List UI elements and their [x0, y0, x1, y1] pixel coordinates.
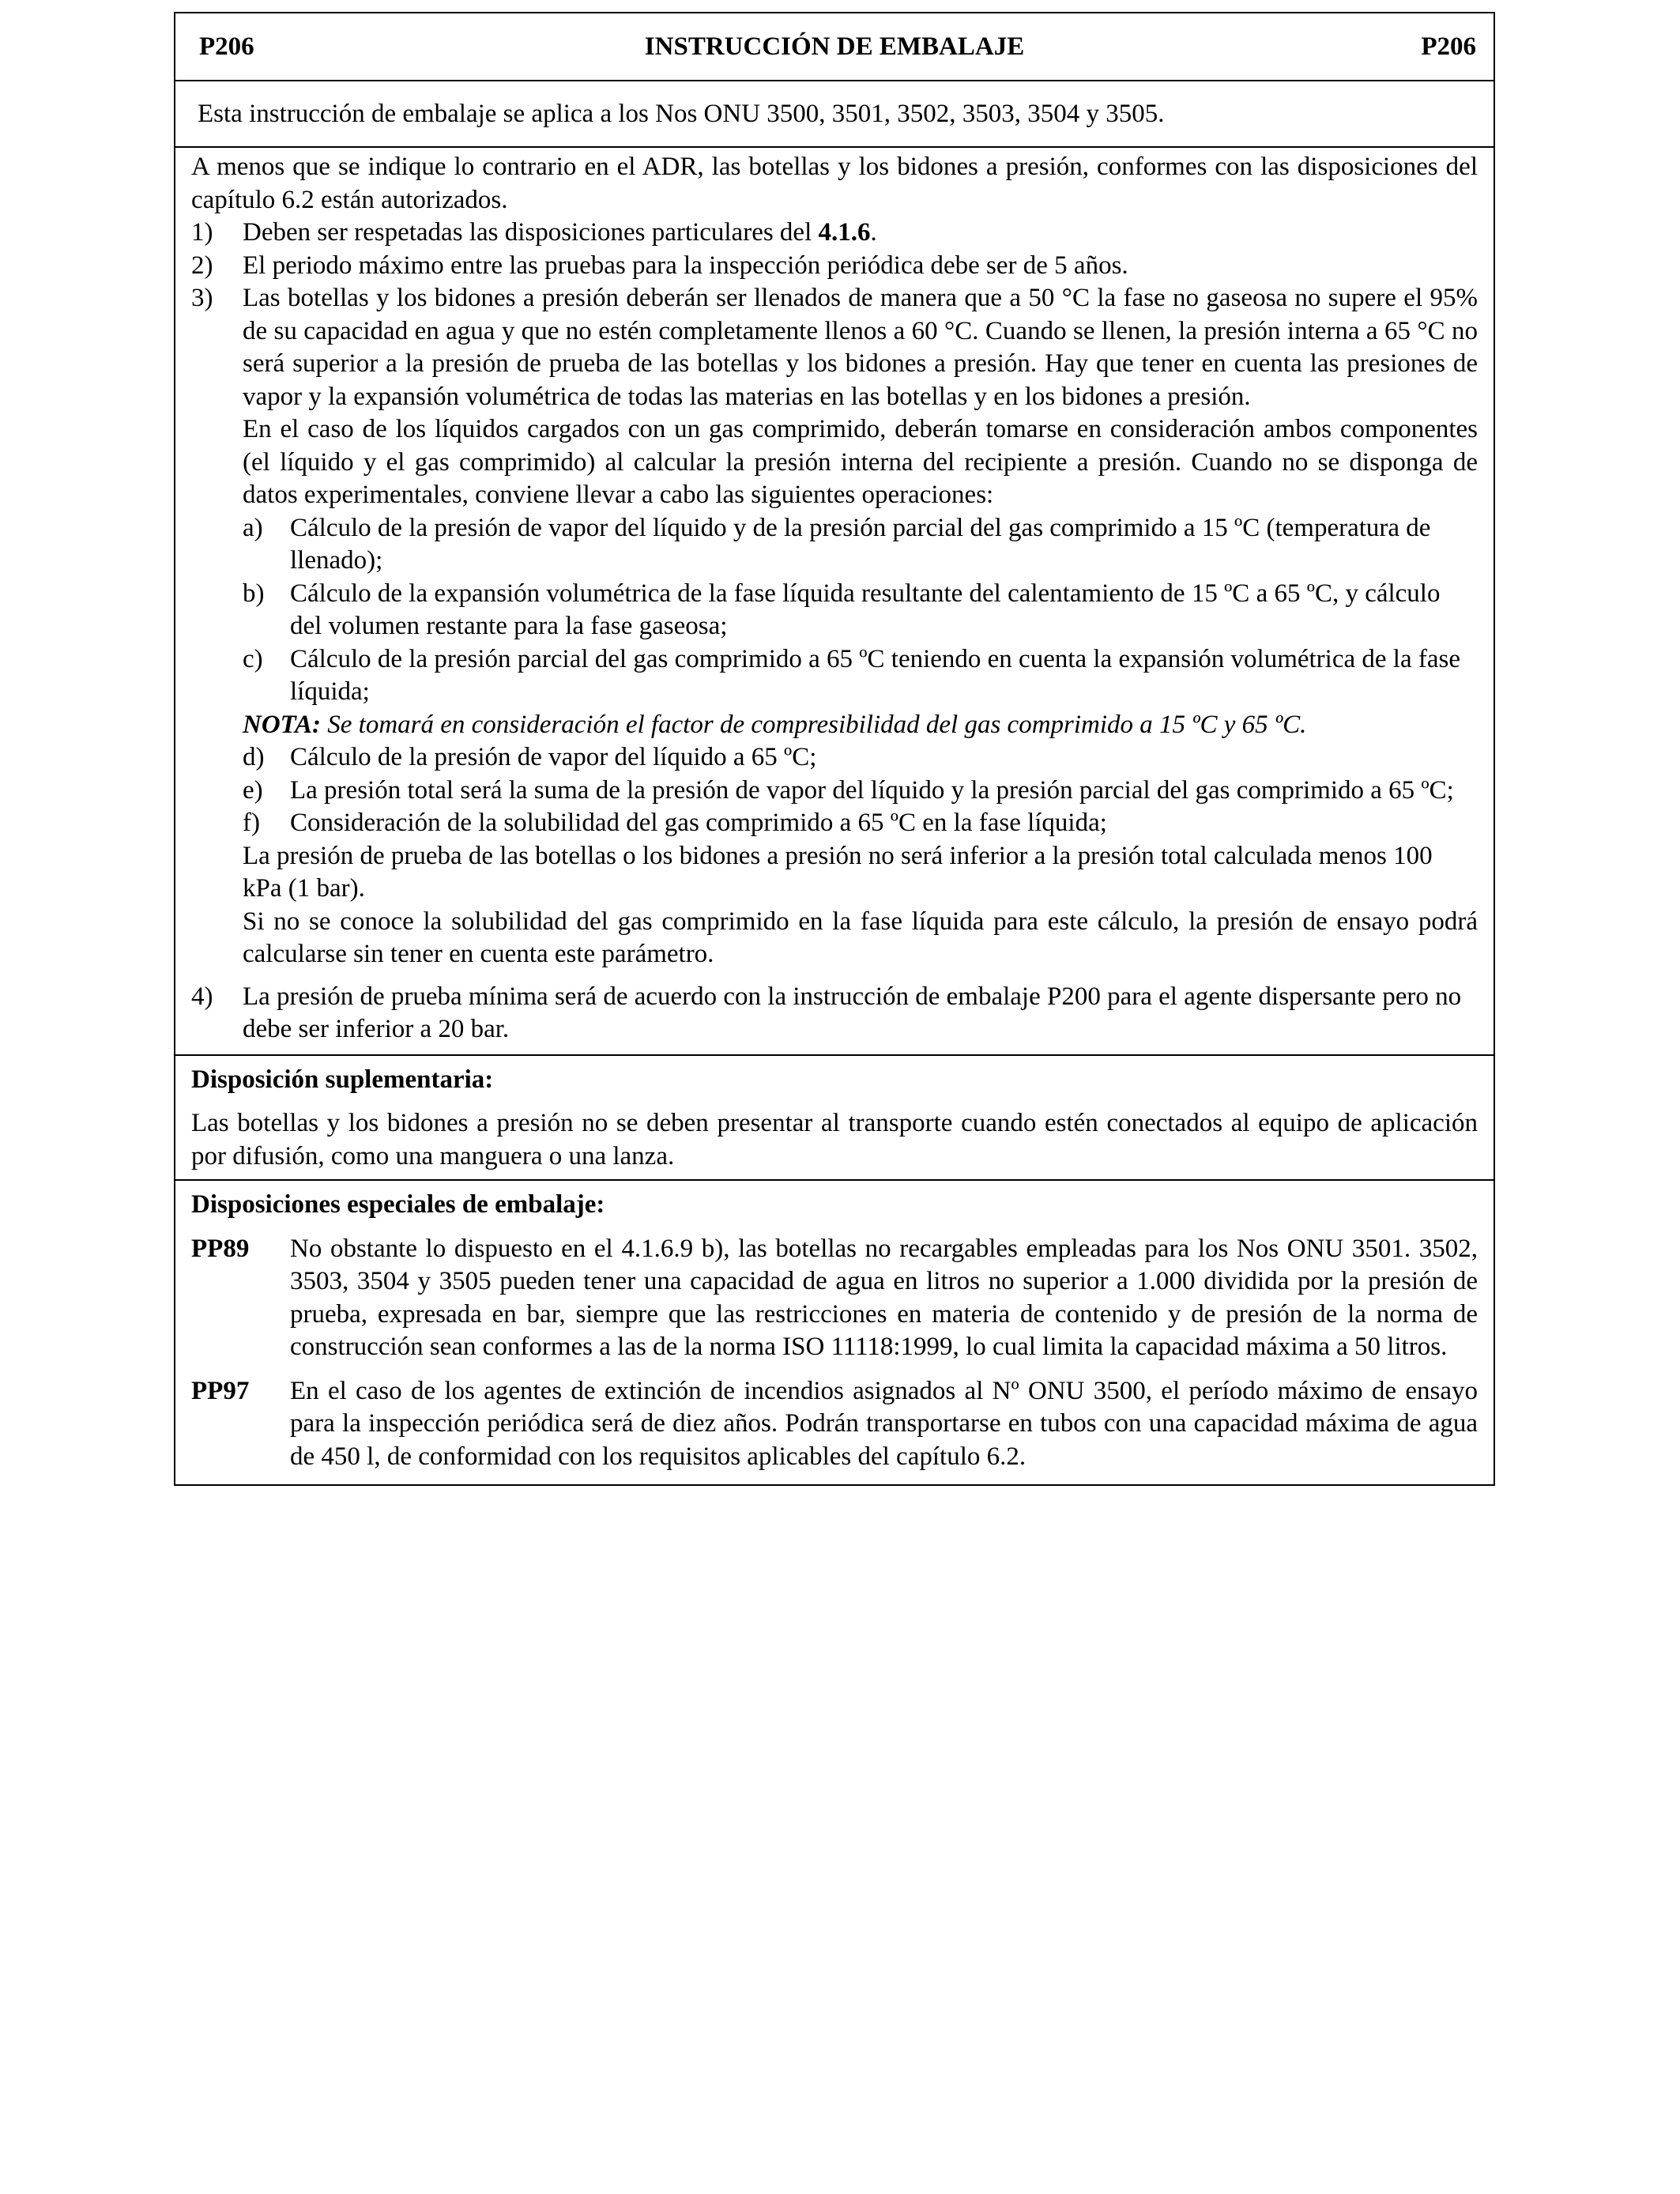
item-paragraph: En el caso de los líquidos cargados con un gas comprimido, deberán tomarse en consideración ambos componentes (el líquido y el gas comprimido) al calcular la presión interna del recipiente a presión. Cuando no se disponga de datos experimentales, conviene llevar a cabo las siguientes operaciones:: [243, 415, 1478, 509]
supplementary-section: [175, 1056, 1494, 1182]
sub-text: Consideración de la solubilidad del gas comprimido a 65 ºC en la fase líquida;: [290, 809, 1107, 837]
sub-letter: a): [243, 513, 263, 542]
list-item-2: [191, 250, 1478, 283]
item-paragraph: Si no se conoce la solubilidad del gas comprimido en la fase líquida para este cálculo, la presión de ensayo podrá calcularse sin tener en cuenta este parámetro.: [243, 907, 1478, 968]
instruction-code-right: P206: [1421, 32, 1476, 61]
sub-text: Cálculo de la expansión volumétrica de la fase líquida resultante del calentamiento de 15 ºC a 65 ºC, y cálculo del volumen restante para la fase gaseosa;: [290, 579, 1441, 640]
provision-text: En el caso de los agentes de extinción de incendios asignados al Nº ONU 3500, el período máximo de ensayo para la inspección periódica será de diez años. Podrán transportarse en tubos con una capacidad máxima de agua de 450 l, de conformidad con los requisitos aplicables del capítulo 6.2.: [290, 1376, 1478, 1471]
section-text: Las botellas y los bidones a presión no se deben presentar al transporte cuando estén conectados al equipo de aplicación por difusión, como una manguera o una lanza.: [191, 1109, 1478, 1171]
item-text-part: .: [870, 218, 877, 247]
sub-text: La presión total será la suma de la presión de vapor del líquido y la presión parcial del gas comprimido a 65 ºC;: [290, 775, 1454, 805]
section-heading: Disposiciones especiales de embalaje:: [191, 1190, 605, 1219]
sub-item-c: [243, 643, 1478, 709]
item-reference: 4.1.6: [818, 218, 871, 247]
item-number: 3): [191, 284, 213, 312]
item-text: El periodo máximo entre las pruebas para la inspección periódica debe ser de 5 años.: [243, 251, 1128, 280]
note-text: Se tomará en consideración el factor de compresibilidad del gas comprimido a 15 ºC y 65 ºC.: [321, 710, 1307, 739]
provisions-section: [175, 148, 1494, 1056]
provision-pp97: [191, 1375, 1478, 1474]
list-item-3: [191, 282, 1478, 971]
sub-letter: d): [243, 743, 265, 771]
sub-text: Cálculo de la presión de vapor del líquido y de la presión parcial del gas comprimido a 15 ºC (temperatura de llenado);: [290, 513, 1431, 575]
sub-letter: c): [243, 644, 263, 673]
instruction-title: INSTRUCCIÓN DE EMBALAJE: [644, 32, 1025, 61]
table-header: [175, 13, 1494, 81]
packing-instruction-table: [174, 12, 1495, 1486]
sub-item-e: [243, 775, 1478, 808]
item-number: 1): [191, 218, 213, 247]
sub-letter: e): [243, 775, 263, 805]
sub-text: Cálculo de la presión de vapor del líquido a 65 ºC;: [290, 743, 817, 771]
note: [243, 709, 1478, 742]
item-text-part: Deben ser respetadas las disposiciones particulares del: [243, 218, 819, 247]
scope-row: [175, 81, 1494, 148]
item-text: La presión de prueba mínima será de acuerdo con la instrucción de embalaje P200 para el agente dispersante pero no debe ser inferior a 20 bar.: [243, 982, 1462, 1043]
sub-text: Cálculo de la presión parcial del gas comprimido a 65 ºC teniendo en cuenta la expansión volumétrica de la fase líquida;: [290, 644, 1460, 706]
item-number: 2): [191, 251, 213, 280]
intro-paragraph: A menos que se indique lo contrario en el ADR, las botellas y los bidones a presión, conformes con las disposiciones del capítulo 6.2 están autorizados.: [191, 153, 1478, 214]
sub-item-a: [243, 512, 1478, 578]
instruction-code-left: P206: [199, 32, 254, 61]
spacer: [191, 971, 1478, 981]
item-paragraph: Las botellas y los bidones a presión deberán ser llenados de manera que a 50 °C la fase no gaseosa no supere el 95% de su capacidad en agua y que no estén completamente llenos a 60 °C. Cuando se llenen, la presión interna a 65 °C no será superior a la presión de prueba de las botellas y los bidones a presión. Hay que tener en cuenta las presiones de vapor y la expansión volumétrica de todas las materias en las botellas y en los bidones a presión.: [243, 284, 1478, 411]
special-provisions-section: [175, 1181, 1494, 1484]
provision-pp89: [191, 1233, 1478, 1364]
scope-text: Esta instrucción de embalaje se aplica a los Nos ONU 3500, 3501, 3502, 3503, 3504 y 3505.: [198, 99, 1165, 128]
section-heading: Disposición suplementaria:: [191, 1065, 494, 1094]
provision-code: PP97: [191, 1376, 250, 1405]
note-label: NOTA:: [243, 710, 321, 739]
sub-letter: b): [243, 579, 265, 608]
item-paragraph: La presión de prueba de las botellas o los bidones a presión no será inferior a la presión total calculada menos 100 kPa (1 bar).: [243, 841, 1433, 903]
item-content: [243, 282, 1478, 971]
item-text: [243, 217, 1478, 250]
sub-item-f: [243, 807, 1478, 840]
list-item-4: [191, 981, 1478, 1046]
provision-code: PP89: [191, 1234, 250, 1263]
sub-item-d: [243, 741, 1478, 775]
item-number: 4): [191, 982, 213, 1011]
sub-item-b: [243, 578, 1478, 643]
sub-letter: f): [243, 809, 260, 837]
provision-text: No obstante lo dispuesto en el 4.1.6.9 b), las botellas no recargables empleadas para los Nos ONU 3501. 3502, 3503, 3504 y 3505 pueden tener una capacidad de agua en litros no superior a 1.000 dividida por la presión de prueba, expresada en bar, siempre que las restricciones en materia de contenido y de presión de la norma de construcción sean conformes a las de la norma ISO 11118:1999, lo cual limita la capacidad máxima a 50 litros.: [290, 1234, 1478, 1361]
list-item-1: [191, 217, 1478, 250]
